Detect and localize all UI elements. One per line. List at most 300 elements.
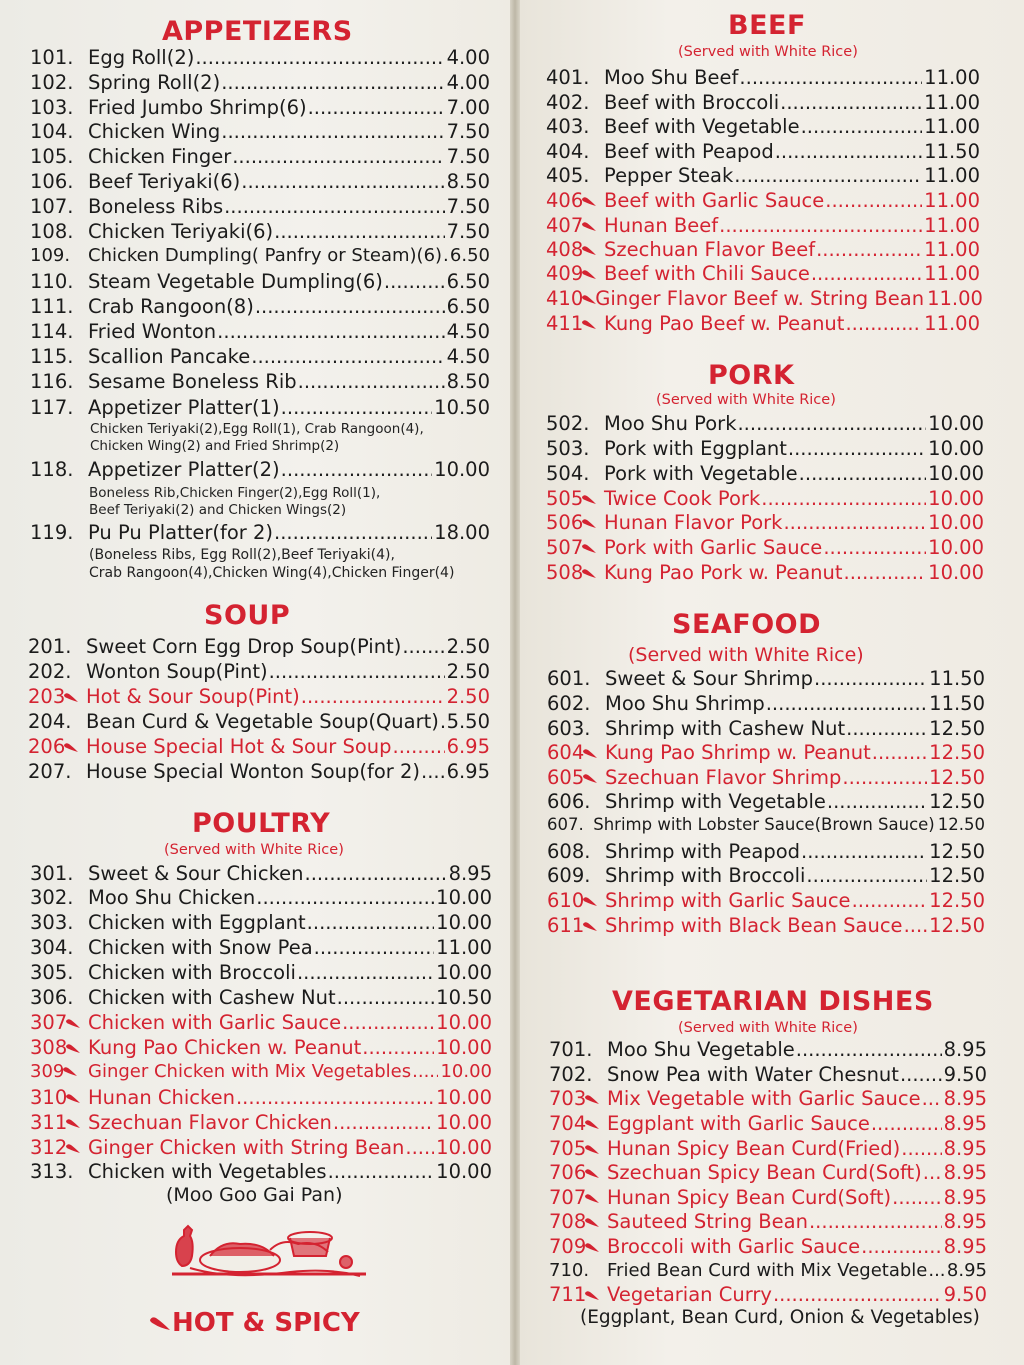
item-number: 603. bbox=[547, 717, 591, 740]
item-price: 8.95 bbox=[943, 1235, 987, 1258]
menu-item-110 bbox=[30, 270, 490, 294]
menu-item-505 bbox=[546, 487, 984, 511]
dot-leader bbox=[281, 396, 433, 419]
vegetarian-subtitle: (Served with White Rice) bbox=[678, 1020, 858, 1036]
dot-leader bbox=[861, 1235, 941, 1258]
chili-pepper-icon bbox=[65, 1111, 79, 1123]
item-name: Chicken Wing bbox=[88, 120, 221, 143]
item-number: 114. bbox=[30, 320, 74, 343]
dot-leader bbox=[806, 864, 927, 887]
dot-leader bbox=[224, 195, 444, 218]
item-price: 10.00 bbox=[928, 536, 984, 559]
menu-item-306 bbox=[30, 986, 492, 1010]
item-price: 12.50 bbox=[929, 766, 985, 789]
item-name: Hunan Beef bbox=[604, 214, 719, 237]
item-price: 10.00 bbox=[928, 487, 984, 510]
item-number: 606. bbox=[547, 790, 591, 813]
item-number: 303. bbox=[30, 911, 74, 934]
item-name: Ginger Chicken with Mix Vegetables bbox=[88, 1061, 412, 1082]
chili-pepper-icon bbox=[584, 1137, 598, 1149]
item-number: 301. bbox=[30, 862, 74, 885]
item-name: Szechuan Flavor Chicken bbox=[88, 1111, 332, 1134]
dot-leader bbox=[719, 214, 922, 237]
item-name: Chicken with Broccoli bbox=[88, 961, 296, 984]
item-name: Boneless Ribs bbox=[88, 195, 224, 218]
menu-item-606 bbox=[547, 790, 985, 814]
item-price: 6.95 bbox=[446, 760, 490, 783]
legend-label: HOT & SPICY bbox=[172, 1308, 360, 1338]
item-number: 407 bbox=[546, 214, 604, 237]
item-name: Ginger Chicken with String Bean bbox=[88, 1136, 405, 1159]
dot-leader bbox=[384, 270, 445, 293]
item-price: 12.50 bbox=[929, 889, 985, 912]
item-number: 707 bbox=[549, 1186, 607, 1209]
item-name: Eggplant with Garlic Sauce bbox=[607, 1112, 870, 1135]
item-price: 8.95 bbox=[943, 1161, 987, 1184]
description-line: Crab Rangoon(4),Chicken Wing(4),Chicken Finger(4) bbox=[89, 565, 455, 581]
item-number: 608. bbox=[547, 840, 591, 863]
description-line: Boneless Rib,Chicken Finger(2),Egg Roll(1), bbox=[89, 485, 381, 501]
menu-item-307 bbox=[30, 1011, 492, 1035]
dot-leader bbox=[301, 685, 445, 708]
item-number: 701. bbox=[549, 1038, 593, 1061]
item-number: 207. bbox=[28, 760, 72, 783]
item-name: Sweet Corn Egg Drop Soup(Pint) bbox=[86, 635, 402, 658]
item-price: 6.50 bbox=[446, 295, 490, 318]
item-price: 10.00 bbox=[928, 511, 984, 534]
chili-pepper-icon bbox=[581, 536, 595, 548]
item-price: 11.00 bbox=[924, 189, 980, 212]
item-name: Beef with Vegetable bbox=[604, 115, 800, 138]
dot-leader bbox=[298, 370, 445, 393]
item-name: Chicken with Garlic Sauce bbox=[88, 1011, 342, 1034]
dot-leader bbox=[816, 238, 922, 261]
item-number: 110. bbox=[30, 270, 74, 293]
menu-item-405 bbox=[546, 164, 980, 188]
item-price: 12.50 bbox=[929, 840, 985, 863]
item-number: 710. bbox=[549, 1260, 590, 1281]
menu-item-301 bbox=[30, 862, 492, 886]
item-number: 203 bbox=[28, 685, 86, 708]
pork-title: PORK bbox=[708, 360, 795, 391]
item-name: Moo Shu Beef bbox=[604, 66, 739, 89]
item-number: 502. bbox=[546, 412, 590, 435]
menu-item-502 bbox=[546, 412, 984, 436]
chili-pepper-icon bbox=[584, 1210, 598, 1222]
item-number: 311 bbox=[30, 1111, 88, 1134]
item-price: 10.00 bbox=[440, 1061, 492, 1082]
item-name: Fried Jumbo Shrimp(6) bbox=[88, 96, 307, 119]
item-number: 116. bbox=[30, 370, 74, 393]
chili-pepper-icon bbox=[584, 1235, 598, 1247]
dot-leader bbox=[852, 889, 928, 912]
item-number: 601. bbox=[547, 667, 591, 690]
seafood-subtitle: (Served with White Rice) bbox=[628, 644, 864, 666]
dot-leader bbox=[783, 511, 926, 534]
appetizers-title: APPETIZERS bbox=[162, 16, 353, 47]
dot-leader bbox=[809, 1210, 942, 1233]
item-name: Mix Vegetable with Garlic Sauce bbox=[607, 1087, 921, 1110]
item-price: 10.00 bbox=[928, 437, 984, 460]
item-price: 8.95 bbox=[943, 1137, 987, 1160]
item-name: Chicken with Eggplant bbox=[88, 911, 306, 934]
item-name: Sweet & Sour Chicken bbox=[88, 862, 304, 885]
menu-item-406 bbox=[546, 189, 980, 213]
item-price: 12.50 bbox=[929, 741, 985, 764]
item-number: 605 bbox=[547, 766, 605, 789]
menu-item-611 bbox=[547, 914, 985, 938]
item-name: Crab Rangoon(8) bbox=[88, 295, 254, 318]
chili-pepper-icon bbox=[584, 1161, 598, 1173]
chili-pepper-icon bbox=[584, 1087, 598, 1099]
item-name: Hunan Flavor Pork bbox=[604, 511, 783, 534]
dot-leader bbox=[307, 911, 435, 934]
menu-item-411 bbox=[546, 312, 980, 336]
item-price: 2.50 bbox=[446, 660, 490, 683]
item-number: 117. bbox=[30, 396, 74, 419]
item-price: 10.00 bbox=[436, 1136, 492, 1159]
item-number: 401. bbox=[546, 66, 590, 89]
menu-item-711 bbox=[549, 1283, 987, 1307]
item-price: 8.50 bbox=[446, 370, 490, 393]
menu-item-303 bbox=[30, 911, 492, 935]
item-name: Shrimp with Vegetable bbox=[605, 790, 826, 813]
dot-leader bbox=[328, 1160, 435, 1183]
item-price: 10.00 bbox=[436, 1160, 492, 1183]
item-price: 11.00 bbox=[927, 287, 983, 310]
item-number: 404. bbox=[546, 140, 590, 163]
item-name: Sweet & Sour Shrimp bbox=[605, 667, 813, 690]
item-number: 602. bbox=[547, 692, 591, 715]
item-name: Chicken with Cashew Nut bbox=[88, 986, 336, 1009]
menu-item-202 bbox=[28, 660, 490, 684]
dot-leader bbox=[241, 170, 444, 193]
item-name: Hunan Spicy Bean Curd(Soft) bbox=[607, 1186, 892, 1209]
item-number: 703 bbox=[549, 1087, 607, 1110]
menu-item-305 bbox=[30, 961, 492, 985]
chili-pepper-icon bbox=[584, 1186, 598, 1198]
dot-leader bbox=[780, 91, 922, 114]
item-name: Sesame Boneless Rib bbox=[88, 370, 297, 393]
dot-leader bbox=[814, 667, 927, 690]
item-name: House Special Wonton Soup(for 2) bbox=[86, 760, 421, 783]
item-name: Pepper Steak bbox=[604, 164, 734, 187]
item-number: 305. bbox=[30, 961, 74, 984]
item-price: 7.50 bbox=[446, 220, 490, 243]
menu-item-609 bbox=[547, 864, 985, 888]
chili-pepper-icon bbox=[65, 1086, 79, 1098]
item-price: 6.95 bbox=[446, 735, 490, 758]
item-price: 2.50 bbox=[446, 685, 490, 708]
menu-item-503 bbox=[546, 437, 984, 461]
item-number: 106. bbox=[30, 170, 74, 193]
item-name: Beef with Peapod bbox=[604, 140, 774, 163]
dot-leader bbox=[221, 120, 444, 143]
item-number: 309 bbox=[30, 1061, 88, 1082]
dot-leader bbox=[232, 145, 444, 168]
menu-item-404 bbox=[546, 140, 980, 164]
item-number: 506 bbox=[546, 511, 604, 534]
item-price: 10.00 bbox=[436, 911, 492, 934]
menu-item-117 bbox=[30, 396, 490, 420]
item-name: Shrimp with Garlic Sauce bbox=[605, 889, 851, 912]
dot-leader bbox=[440, 710, 445, 733]
dot-leader bbox=[900, 1063, 942, 1086]
chili-pepper-icon bbox=[584, 1112, 598, 1124]
item-name: Shrimp with Lobster Sauce(Brown Sauce) bbox=[593, 815, 935, 834]
chili-pepper-icon bbox=[582, 766, 596, 778]
item-name: Scallion Pancake bbox=[88, 345, 251, 368]
menu-item-603 bbox=[547, 717, 985, 741]
item-number: 507 bbox=[546, 536, 604, 559]
dot-leader bbox=[922, 1087, 942, 1110]
dot-leader bbox=[274, 220, 444, 243]
item-number: 115. bbox=[30, 345, 74, 368]
dot-leader bbox=[333, 1111, 434, 1134]
item-name: Pu Pu Platter(for 2) bbox=[88, 521, 274, 544]
item-number: 111. bbox=[30, 295, 74, 318]
chili-pepper-icon bbox=[581, 262, 595, 274]
menu-item-114 bbox=[30, 320, 490, 344]
item-number: 105. bbox=[30, 145, 74, 168]
item-name: Hunan Chicken bbox=[88, 1086, 235, 1109]
dot-leader bbox=[788, 437, 926, 460]
item-name: Steam Vegetable Dumpling(6) bbox=[88, 270, 383, 293]
poultry-title: POULTRY bbox=[192, 808, 331, 839]
item-price: 9.50 bbox=[943, 1283, 987, 1306]
menu-item-402 bbox=[546, 91, 980, 115]
item-price: 6.50 bbox=[446, 270, 490, 293]
item-price: 10.50 bbox=[436, 986, 492, 1009]
item-price: 10.00 bbox=[436, 886, 492, 909]
item-price: 10.00 bbox=[436, 1036, 492, 1059]
dot-leader bbox=[362, 1036, 434, 1059]
dot-leader bbox=[825, 189, 922, 212]
item-name: Szechuan Flavor Shrimp bbox=[605, 766, 842, 789]
food-dishes-illustration bbox=[170, 1222, 370, 1284]
menu-item-403 bbox=[546, 115, 980, 139]
item-name: Sauteed String Bean bbox=[607, 1210, 808, 1233]
pork-subtitle: (Served with White Rice) bbox=[656, 392, 836, 408]
item-name: Szechuan Spicy Bean Curd(Soft) bbox=[607, 1161, 922, 1184]
item-price: 11.00 bbox=[924, 66, 980, 89]
item-name: Chicken with Snow Pea bbox=[88, 936, 313, 959]
item-name: Kung Pao Pork w. Peanut bbox=[604, 561, 843, 584]
menu-item-106 bbox=[30, 170, 490, 194]
menu-item-107 bbox=[30, 195, 490, 219]
chili-pepper-icon bbox=[581, 214, 595, 226]
menu-item-506 bbox=[546, 511, 984, 535]
item-name: Snow Pea with Water Chesnut bbox=[607, 1063, 899, 1086]
item-number: 610 bbox=[547, 889, 605, 912]
item-number: 705 bbox=[549, 1137, 607, 1160]
item-name: Beef Teriyaki(6) bbox=[88, 170, 241, 193]
chili-pepper-icon bbox=[581, 238, 595, 250]
menu-item-311 bbox=[30, 1111, 492, 1135]
menu-item-507 bbox=[546, 536, 984, 560]
item-number: 308 bbox=[30, 1036, 88, 1059]
item-name: Fried Wonton bbox=[88, 320, 217, 343]
menu-item-115 bbox=[30, 345, 490, 369]
item-number: 103. bbox=[30, 96, 74, 119]
dot-leader bbox=[314, 936, 435, 959]
item-name: Pork with Garlic Sauce bbox=[604, 536, 823, 559]
item-name: Chicken with Vegetables bbox=[88, 1160, 327, 1183]
dot-leader bbox=[928, 1260, 945, 1281]
menu-item-105 bbox=[30, 145, 490, 169]
item-118-description bbox=[89, 485, 380, 519]
hot-and-spicy-legend bbox=[148, 1308, 360, 1338]
item-711-note: (Eggplant, Bean Curd, Onion & Vegetables) bbox=[580, 1307, 980, 1328]
menu-item-201 bbox=[28, 635, 490, 659]
item-price: 8.95 bbox=[943, 1210, 987, 1233]
item-price: 18.00 bbox=[434, 521, 490, 544]
dot-leader bbox=[402, 635, 444, 658]
item-price: 7.00 bbox=[446, 96, 490, 119]
item-price: 10.00 bbox=[436, 1011, 492, 1034]
menu-item-101 bbox=[30, 46, 490, 70]
item-number: 313. bbox=[30, 1160, 74, 1183]
item-name: Pork with Vegetable bbox=[604, 462, 798, 485]
dot-leader bbox=[892, 1186, 941, 1209]
item-number: 411 bbox=[546, 312, 604, 335]
item-name: Moo Shu Shrimp bbox=[605, 692, 765, 715]
dot-leader bbox=[775, 140, 922, 163]
item-price: 10.00 bbox=[436, 961, 492, 984]
beef-subtitle: (Served with White Rice) bbox=[678, 44, 858, 60]
menu-item-706 bbox=[549, 1161, 987, 1185]
item-price: 11.00 bbox=[924, 91, 980, 114]
item-name: Ginger Flavor Beef w. String Bean bbox=[595, 287, 925, 310]
item-price: 11.00 bbox=[924, 312, 980, 335]
item-name: Kung Pao Chicken w. Peanut bbox=[88, 1036, 362, 1059]
item-price: 11.00 bbox=[924, 238, 980, 261]
item-price: 8.95 bbox=[943, 1087, 987, 1110]
menu-item-702 bbox=[549, 1063, 987, 1087]
dot-leader bbox=[872, 741, 927, 764]
item-number: 201. bbox=[28, 635, 72, 658]
dot-leader bbox=[904, 914, 928, 937]
item-name: Shrimp with Peapod bbox=[605, 840, 801, 863]
item-price: 4.50 bbox=[446, 345, 490, 368]
description-line: Chicken Wing(2) and Fried Shrimp(2) bbox=[90, 438, 340, 454]
item-price: 11.50 bbox=[929, 667, 985, 690]
item-name: Hot & Sour Soup(Pint) bbox=[86, 685, 300, 708]
menu-item-605 bbox=[547, 766, 985, 790]
dot-leader bbox=[274, 521, 432, 544]
item-name: Szechuan Flavor Beef bbox=[604, 238, 816, 261]
dot-leader bbox=[342, 1011, 434, 1034]
item-number: 408 bbox=[546, 238, 604, 261]
menu-item-703 bbox=[549, 1087, 987, 1111]
item-price: 10.00 bbox=[928, 561, 984, 584]
menu-item-204 bbox=[28, 710, 490, 734]
item-price: 4.00 bbox=[446, 46, 490, 69]
dot-leader bbox=[799, 462, 927, 485]
menu-item-312 bbox=[30, 1136, 492, 1160]
item-name: Twice Cook Pork bbox=[604, 487, 761, 510]
item-name: Appetizer Platter(1) bbox=[88, 396, 280, 419]
item-price: 10.00 bbox=[434, 458, 490, 481]
chili-pepper-icon bbox=[148, 1314, 172, 1332]
item-number: 706 bbox=[549, 1161, 607, 1184]
dot-leader bbox=[412, 1061, 438, 1082]
description-line: Chicken Teriyaki(2),Egg Roll(1), Crab Rangoon(4), bbox=[90, 421, 424, 437]
menu-item-102 bbox=[30, 71, 490, 95]
dot-leader bbox=[305, 862, 447, 885]
item-price: 7.50 bbox=[446, 120, 490, 143]
item-price: 8.95 bbox=[943, 1112, 987, 1135]
item-name: Wonton Soup(Pint) bbox=[86, 660, 268, 683]
dot-leader bbox=[236, 1086, 434, 1109]
item-price: 7.50 bbox=[446, 145, 490, 168]
dot-leader bbox=[842, 766, 927, 789]
item-name: Kung Pao Beef w. Peanut bbox=[604, 312, 845, 335]
dot-leader bbox=[827, 790, 927, 813]
dot-leader bbox=[195, 46, 444, 69]
item-number: 310 bbox=[30, 1086, 88, 1109]
item-number: 410 bbox=[546, 287, 595, 310]
item-number: 312 bbox=[30, 1136, 88, 1159]
dot-leader bbox=[773, 1283, 942, 1306]
item-number: 304. bbox=[30, 936, 74, 959]
chili-pepper-icon bbox=[582, 889, 596, 901]
item-price: 6.50 bbox=[449, 245, 490, 266]
chili-pepper-icon bbox=[65, 1011, 79, 1023]
menu-item-602 bbox=[547, 692, 985, 716]
item-number: 503. bbox=[546, 437, 590, 460]
chili-pepper-icon bbox=[63, 735, 77, 747]
menu-item-407 bbox=[546, 214, 980, 238]
chili-pepper-icon bbox=[581, 312, 595, 324]
item-name: Shrimp with Cashew Nut bbox=[605, 717, 846, 740]
item-name: Bean Curd & Vegetable Soup(Quart) bbox=[86, 710, 439, 733]
item-price: 11.00 bbox=[924, 164, 980, 187]
menu-item-309 bbox=[30, 1061, 492, 1085]
item-price: 4.00 bbox=[446, 71, 490, 94]
item-number: 604 bbox=[547, 741, 605, 764]
item-price: 12.50 bbox=[937, 815, 985, 834]
menu-item-710 bbox=[549, 1260, 987, 1284]
item-313-note: (Moo Goo Gai Pan) bbox=[166, 1184, 343, 1206]
item-price: 4.50 bbox=[446, 320, 490, 343]
dot-leader bbox=[443, 245, 448, 266]
item-number: 108. bbox=[30, 220, 74, 243]
menu-item-308 bbox=[30, 1036, 492, 1060]
item-name: Kung Pao Shrimp w. Peanut bbox=[605, 741, 871, 764]
item-price: 8.95 bbox=[943, 1038, 987, 1061]
menu-item-707 bbox=[549, 1186, 987, 1210]
menu-item-207 bbox=[28, 760, 490, 784]
item-price: 11.50 bbox=[929, 692, 985, 715]
item-number: 118. bbox=[30, 458, 74, 481]
menu-item-504 bbox=[546, 462, 984, 486]
dot-leader bbox=[269, 660, 445, 683]
item-name: Pork with Eggplant bbox=[604, 437, 787, 460]
vegetarian-title: VEGETARIAN DISHES bbox=[612, 986, 934, 1017]
item-number: 109. bbox=[30, 245, 71, 266]
dot-leader bbox=[281, 458, 433, 481]
chili-pepper-icon bbox=[62, 1061, 76, 1073]
menu-item-704 bbox=[549, 1112, 987, 1136]
item-name: Fried Bean Curd with Mix Vegetable bbox=[607, 1260, 928, 1281]
item-name: Moo Shu Pork bbox=[604, 412, 737, 435]
item-number: 711 bbox=[549, 1283, 607, 1306]
item-name: House Special Hot & Sour Soup bbox=[86, 735, 392, 758]
item-number: 302. bbox=[30, 886, 74, 909]
item-price: 11.50 bbox=[924, 140, 980, 163]
item-number: 306. bbox=[30, 986, 74, 1009]
